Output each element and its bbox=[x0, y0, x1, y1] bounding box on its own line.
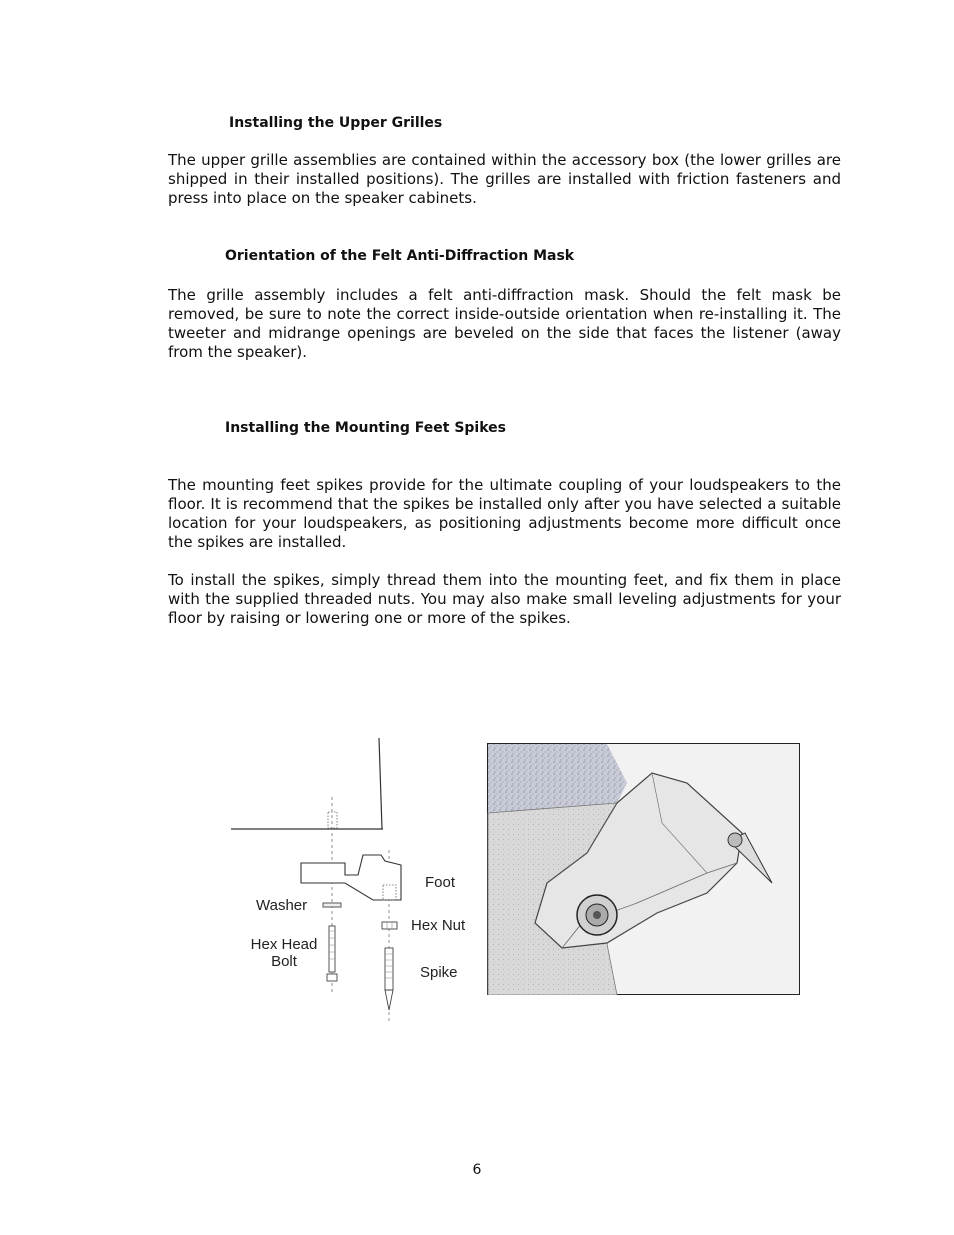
heading-felt-mask-orientation: Orientation of the Felt Anti-Diffraction Mask bbox=[225, 248, 575, 264]
label-hex-nut: Hex Nut bbox=[411, 917, 466, 934]
label-foot: Foot bbox=[425, 874, 456, 891]
hex-nut-part bbox=[382, 922, 397, 929]
carpet-texture bbox=[488, 744, 627, 813]
label-hex-head-bolt-line1: Hex Head bbox=[250, 936, 318, 953]
paragraph-spikes-intro: The mounting feet spikes provide for the ultimate coupling of your loudspeakers to the floor. It is recommend that the spikes be installed only after you have selected a suitable location for your loudspeakers, as positioning adjustments become more difficult once the spikes are installed. bbox=[168, 476, 841, 551]
label-hex-head-bolt-line2: Bolt bbox=[271, 953, 297, 970]
cabinet-threaded-insert bbox=[328, 812, 337, 828]
label-hex-head-bolt bbox=[248, 936, 320, 970]
label-spike: Spike bbox=[420, 964, 458, 981]
cabinet-side-line bbox=[379, 738, 382, 829]
mounting-foot-photo bbox=[487, 743, 800, 995]
paragraph-upper-grilles: The upper grille assemblies are contained within the accessory box (the lower grilles are shipped in their installed positions). The grilles are installed with friction fasteners and press into place on the speaker cabinets. bbox=[168, 151, 841, 207]
label-washer: Washer bbox=[256, 897, 308, 914]
spike-point bbox=[385, 990, 393, 1010]
washer-part bbox=[323, 903, 341, 907]
heading-mounting-feet-spikes: Installing the Mounting Feet Spikes bbox=[225, 420, 506, 436]
hex-head-bolt-head bbox=[327, 974, 337, 981]
paragraph-felt-mask: The grille assembly includes a felt anti-diffraction mask. Should the felt mask be removed, be sure to note the correct inside-outside orientation when re-installing it. The tweeter and midrange openings are beveled on the side that faces the listener (away from the speaker). bbox=[168, 286, 841, 361]
photo-hex-nut bbox=[728, 833, 742, 847]
spike-threaded-shank bbox=[385, 948, 393, 990]
foot-part bbox=[301, 855, 401, 900]
page-number: 6 bbox=[472, 1162, 482, 1178]
paragraph-spikes-install: To install the spikes, simply thread them into the mounting feet, and fix them in place with the supplied threaded nuts. You may also make small leveling adjustments for your floor by raising or lowering one or more of the spikes. bbox=[168, 571, 841, 627]
hex-head-bolt-shank bbox=[329, 926, 335, 972]
heading-installing-upper-grilles: Installing the Upper Grilles bbox=[229, 115, 443, 131]
